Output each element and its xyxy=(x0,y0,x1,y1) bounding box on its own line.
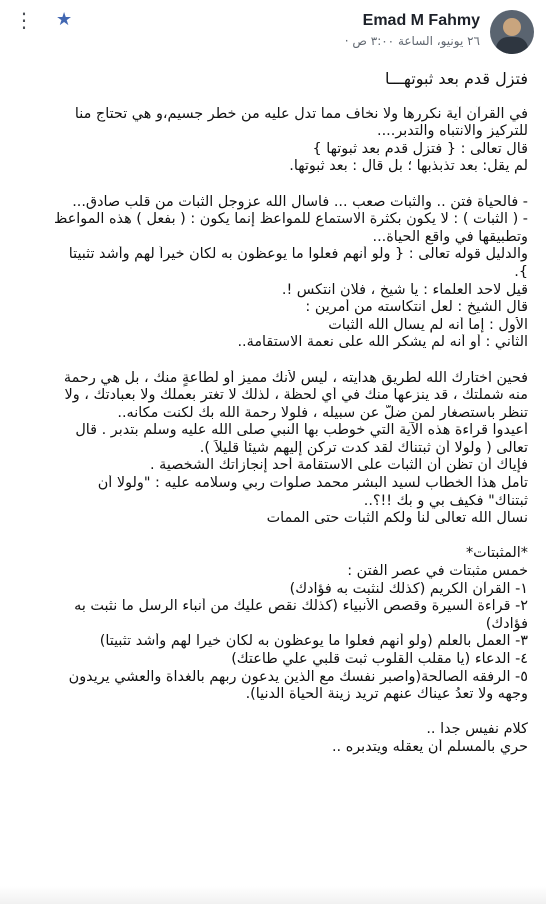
post-line: ٣- العمل بالعلم (ولو أنهم فعلوا ما يوعظون به لكان خيرا لهم وأشد تثبيتا) xyxy=(99,633,528,650)
post-line: ٤- الدعاء (يا مقلب القلوب ثبت قلبي علي طاعتك) xyxy=(231,651,528,667)
post-line: الأول : إما أنه لم يسأل الله الثبات xyxy=(328,316,528,333)
post-line: ١- القرآن الكريم (كذلك لنثبت به فؤادك) xyxy=(289,580,528,597)
post-line: - فالحياة فتن .. والثبات صعب ... فاسأل الله عزوجل الثبات من قلب صادق... xyxy=(72,193,528,210)
post-line: في القرآن آية نكررها ولا نخاف مما تدل عليه من خطر جسيم،و هي تحتاج منا xyxy=(74,105,528,122)
post-meta: ٢٦ يونيو، الساعة ٣:٠٠ ص · xyxy=(344,34,480,48)
post-line: وتطبيقها في واقع الحياة... xyxy=(372,228,528,245)
post-line: لم يقل: بعد تذبذبها ؛ بل قال : بعد ثبوتها. xyxy=(289,158,528,175)
bottom-fade xyxy=(0,886,546,904)
post-line: وجهه ولا تعدُ عيناك عنهم تريد زينة الحياة الدنيا). xyxy=(245,686,528,703)
post-line: فإياك أن تظن أن الثبات على الاستقامة أحد إنجازاتك الشخصية . xyxy=(149,457,528,474)
post-title: فتزل قدم بعد ثبوتهـــا xyxy=(384,70,528,88)
avatar-body xyxy=(496,37,528,54)
post-line: تنظر باستصغار لمن ضلَّ عن سبيله ، فلولا رحمة الله بك لكنت مكانه.. xyxy=(117,404,528,421)
post-line: نسأل الله تعالى لنا ولكم الثبات حتى الممات xyxy=(266,510,528,527)
post-text xyxy=(10,106,528,757)
post-line: خمس مثبتات في عصر الفتن : xyxy=(347,563,528,580)
post-line: ثبتناك" فكيف بي و بك !!؟.. xyxy=(363,492,528,509)
post-line: ٥- الرفقه الصالحة(واصبر نفسك مع الذين يدعون ربهم بالغداة والعشي يريدون xyxy=(68,668,528,685)
post-line: والدليل قوله تعالى : { ولو أنهم فعلوا ما يوعظون به لكان خيراً لهم وأشد تثبيتا xyxy=(68,246,528,263)
post-line: قيل لاحد العلماء : يا شيخ ، فلان انتكس !. xyxy=(281,281,528,298)
post-blank-line xyxy=(10,176,528,194)
post-line: حري بالمسلم أن يعقله ويتدبره .. xyxy=(331,738,528,755)
avatar-head xyxy=(503,18,521,36)
post-line: }. xyxy=(514,263,528,280)
post-header xyxy=(0,0,546,58)
post-blank-line xyxy=(10,704,528,722)
post-line: ٢- قراءة السيرة وقصص الأنبياء (كذلك نقص عليك من أنباء الرسل ما نثبت به xyxy=(74,598,528,615)
post-line: فؤادك) xyxy=(485,615,528,632)
post-line: تعالى ( ولولا أن ثبتناك لقد كدت تركن إليهم شيئاً قليلاً ). xyxy=(199,439,528,456)
more-vertical-icon[interactable]: ⋮ xyxy=(14,8,34,32)
author-avatar[interactable] xyxy=(490,10,534,54)
post-line: تأمل هذا الخطاب لسيد البشر محمد صلوات ربي وسلامه عليه : "ولولا أن xyxy=(97,475,528,492)
post-line: - ( الثبات ) : لا يكون بكثرة الاستماع للمواعظ إنما يكون : ( بفعل ) هذه المواعظ xyxy=(54,211,528,228)
post-body xyxy=(10,64,528,904)
post-line: الثاني : أو أنه لم يشكر الله على نعمة الاستقامة.. xyxy=(237,334,528,351)
post-line: قال تعالى : { فتزل قدم بعد ثبوتها } xyxy=(312,140,528,157)
post-blank-line xyxy=(10,528,528,546)
post-line: فحين اختارك الله لطريق هدايته ، ليس لأنك مميز أو لطاعةٍ منك ، بل هي رحمة xyxy=(63,369,528,386)
post-line: منه شملتك ، قد ينزعها منك في أي لحظة ، لذلك لا تغتر بعملك ولا بعبادتك ، ولا xyxy=(64,387,528,404)
post-line: قال الشيخ : لعل انتكاسته من أمرين : xyxy=(305,299,528,316)
post-line: *المثبتات* xyxy=(465,545,528,562)
post-blank-line xyxy=(10,352,528,370)
author-name[interactable]: Emad M Fahmy xyxy=(362,12,480,29)
post-line: أعيدوا قراءة هذه الآية التي خوطب بها النبي صلى الله عليه وسلم بتدبر . قال xyxy=(75,422,528,439)
post-line: كلام نفيس جدا .. xyxy=(426,721,528,738)
star-icon[interactable]: ★ xyxy=(56,9,73,30)
post-line: للتركيز والانتباه والتدبر.... xyxy=(377,123,528,140)
